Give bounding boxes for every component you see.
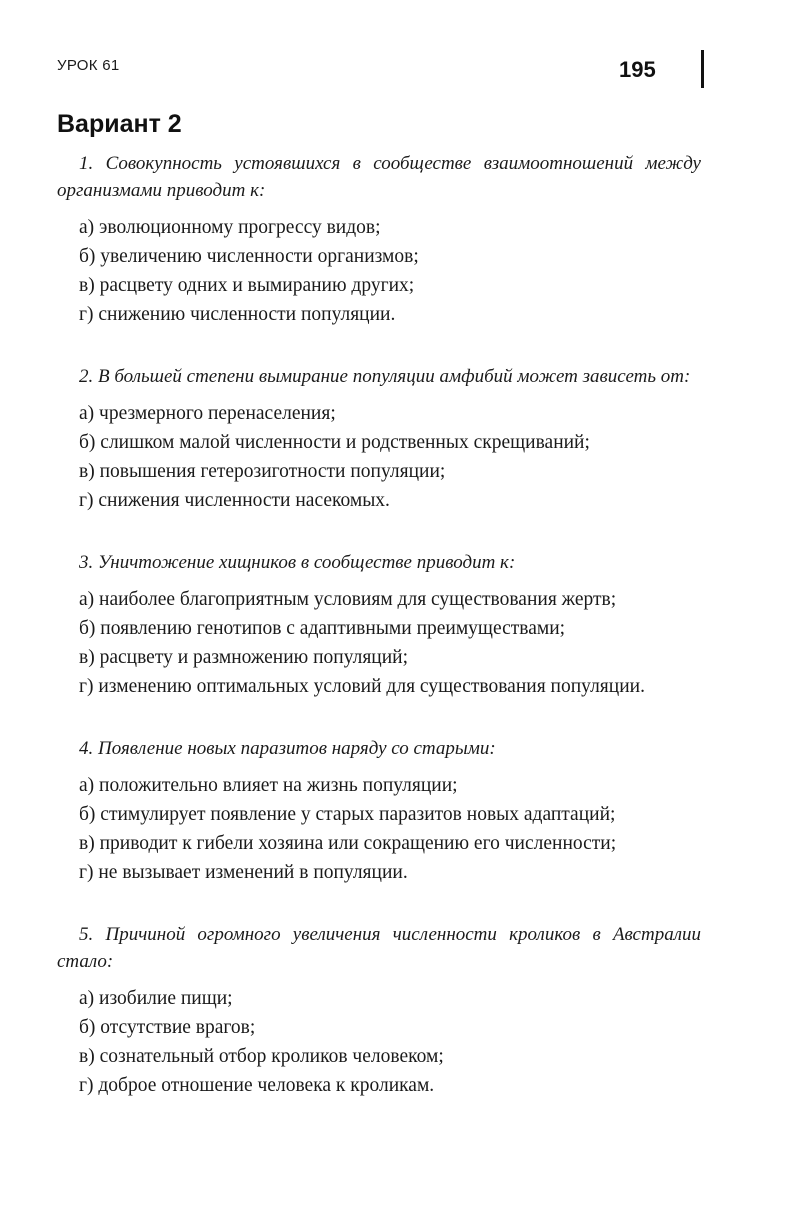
answer-option: г) снижения численности насекомых. (79, 490, 390, 511)
answer-option: а) эволюционному прогрессу видов; (79, 217, 381, 238)
answer-option: а) положительно влияет на жизнь популяции; (79, 775, 458, 796)
question-text: 3. Уничтожение хищников в сообществе приводит к: (79, 552, 516, 573)
question-3 (57, 549, 701, 701)
answer-option: г) снижению численности популяции. (79, 304, 396, 325)
answer-option: а) чрезмерного перенаселения; (79, 403, 336, 424)
question-text: 1. Совокупность устоявшихся в сообществе взаимоотношений между организмами приводит к: (57, 153, 701, 201)
answer-option: г) доброе отношение человека к кроликам. (79, 1075, 435, 1096)
answer-option: а) изобилие пищи; (79, 988, 233, 1009)
question-text: 5. Причиной огромного увеличения численности кроликов в Австралии стало: (57, 924, 701, 972)
answer-option: б) появлению генотипов с адаптивными преимуществами; (79, 618, 566, 639)
question-text: 4. Появление новых паразитов наряду со старыми: (79, 738, 496, 759)
answer-option: г) изменению оптимальных условий для существования популяции. (79, 676, 645, 697)
running-head-lesson: УРОК 61 (57, 57, 120, 74)
question-4 (57, 735, 701, 887)
answer-option: б) стимулирует появление у старых паразитов новых адаптаций; (79, 804, 616, 825)
variant-title: Вариант 2 (57, 110, 182, 138)
answer-option: в) расцвету и размножению популяций; (79, 647, 409, 668)
question-2 (57, 363, 701, 515)
answer-option: г) не вызывает изменений в популяции. (79, 862, 408, 883)
question-5 (57, 921, 701, 1100)
question-text: 2. В большей степени вымирание популяции амфибий может зависеть от: (79, 366, 691, 387)
answer-option: в) расцвету одних и вымиранию других; (79, 275, 415, 296)
answer-option: б) увеличению численности организмов; (79, 246, 419, 267)
answer-option: б) отсутствие врагов; (79, 1017, 256, 1038)
answer-option: в) повышения гетерозиготности популяции; (79, 461, 446, 482)
answer-option: б) слишком малой численности и родственных скрещиваний; (79, 432, 590, 453)
page-number-rule (701, 50, 704, 88)
answer-option: а) наиболее благоприятным условиям для существования жертв; (79, 589, 617, 610)
answer-option: в) сознательный отбор кроликов человеком; (79, 1046, 444, 1067)
question-1 (57, 150, 701, 329)
answer-option: в) приводит к гибели хозяина или сокращению его численности; (79, 833, 617, 854)
page-number: 195 (619, 57, 656, 82)
questions-list (57, 150, 701, 1134)
